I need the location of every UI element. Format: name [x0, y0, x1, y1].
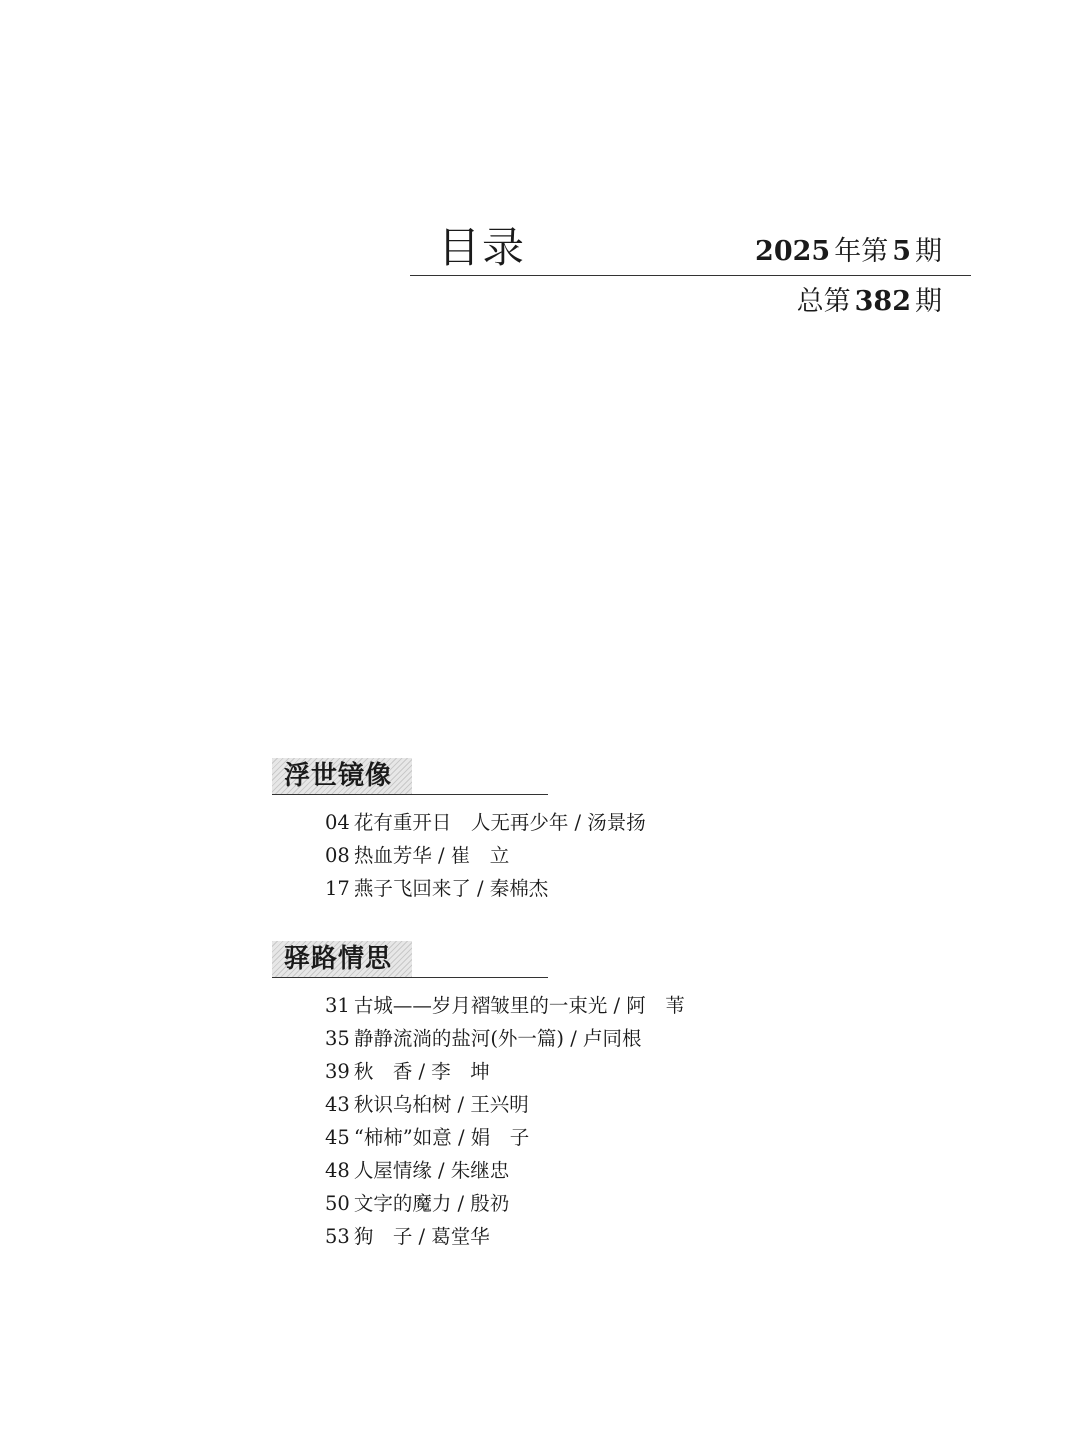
section-title: 浮世镜像 — [284, 761, 393, 791]
section-title: 驿路情思 — [284, 944, 393, 974]
section-header — [272, 941, 548, 978]
total-prefix: 总第 — [796, 286, 851, 317]
toc-entry[interactable] — [325, 872, 745, 905]
issue-year-suffix: 年第 — [834, 236, 889, 267]
entry-list — [325, 989, 745, 1253]
entry-title-author: 狗 子 / 葛堂华 — [353, 1225, 490, 1248]
entry-page-number: 39 — [325, 1060, 350, 1083]
entry-page-number: 48 — [325, 1159, 350, 1182]
entry-page-number: 43 — [325, 1093, 350, 1116]
entry-page-number: 31 — [325, 994, 350, 1017]
entry-page-number: 08 — [325, 844, 350, 867]
entry-title-author: 静静流淌的盐河(外一篇) / 卢同根 — [353, 1027, 642, 1050]
section-yilu-qingsi — [272, 941, 685, 1248]
section-header — [272, 758, 548, 795]
entry-title-author: 秋识乌桕树 / 王兴明 — [353, 1093, 529, 1116]
toc-entry[interactable] — [325, 1088, 745, 1121]
entry-list — [325, 806, 745, 905]
toc-entry[interactable] — [325, 989, 745, 1022]
entry-page-number: 50 — [325, 1192, 350, 1215]
issue-number-value: 5 — [892, 236, 911, 267]
entry-title-author: 燕子飞回来了 / 秦棉杰 — [353, 877, 549, 900]
toc-entry[interactable] — [325, 1022, 745, 1055]
toc-entry[interactable] — [325, 1154, 745, 1187]
entry-page-number: 17 — [325, 877, 350, 900]
total-suffix: 期 — [915, 286, 942, 317]
entry-title-author: 秋 香 / 李 坤 — [353, 1060, 490, 1083]
toc-entry[interactable] — [325, 806, 745, 839]
toc-entry[interactable] — [325, 1055, 745, 1088]
entry-page-number: 04 — [325, 811, 350, 834]
toc-entry[interactable] — [325, 1121, 745, 1154]
total-issue-number — [797, 284, 942, 320]
toc-entry[interactable] — [325, 839, 745, 872]
entry-page-number: 35 — [325, 1027, 350, 1050]
toc-entry[interactable] — [325, 1187, 745, 1220]
entry-title-author: 花有重开日 人无再少年 / 汤景扬 — [353, 811, 646, 834]
entry-page-number: 45 — [325, 1126, 350, 1149]
total-number-value: 382 — [854, 286, 911, 317]
entry-title-author: “柿柿”如意 / 娟 子 — [353, 1126, 530, 1149]
issue-number-suffix: 期 — [915, 236, 942, 267]
entry-title-author: 古城——岁月褶皱里的一束光 / 阿 苇 — [353, 994, 685, 1017]
entry-title-author: 文字的魔力 / 殷礽 — [353, 1192, 510, 1215]
toc-entry[interactable] — [325, 1220, 745, 1253]
entry-page-number: 53 — [325, 1225, 350, 1248]
entry-title-author: 人屋情缘 / 朱继忠 — [353, 1159, 510, 1182]
issue-year: 2025 — [755, 236, 831, 267]
section-fushi-jingxiang — [272, 758, 646, 900]
issue-number — [755, 234, 942, 270]
entry-title-author: 热血芳华 / 崔 立 — [353, 844, 510, 867]
header-divider — [410, 275, 971, 276]
toc-title: 目录 — [438, 223, 527, 272]
